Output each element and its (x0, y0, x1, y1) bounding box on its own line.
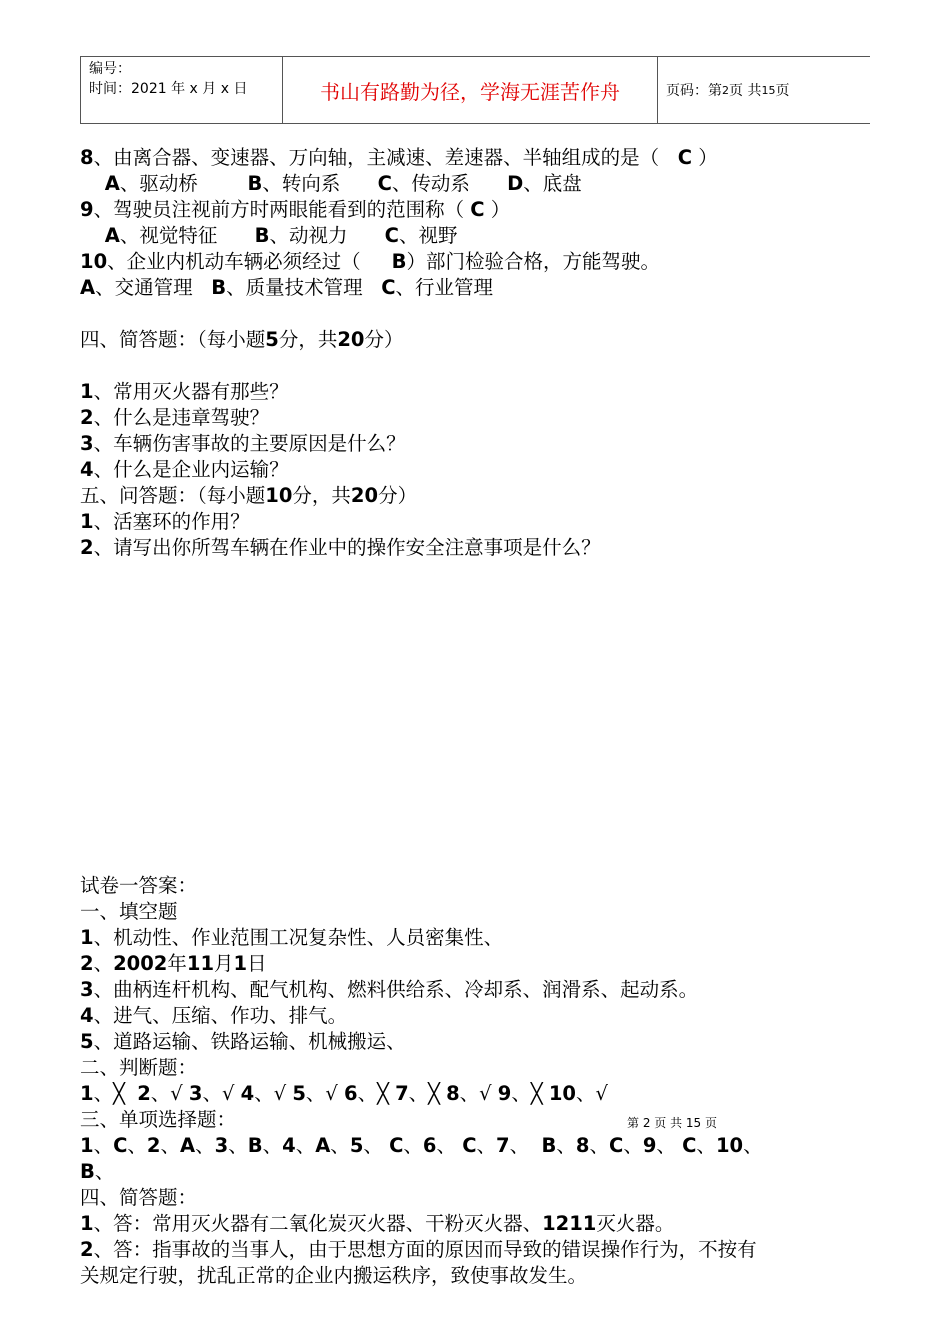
text-segment: 4 (240, 1082, 255, 1105)
text-line (80, 327, 880, 353)
blank-line (80, 821, 880, 847)
time-label: 时间：2021 年 x 月 x 日 (89, 81, 248, 97)
text-line (80, 951, 880, 977)
text-segment: C (389, 1134, 404, 1157)
blank-line (80, 769, 880, 795)
text-line (80, 405, 880, 431)
text-segment (80, 224, 105, 247)
text-segment: B (80, 1160, 95, 1183)
header-motto: 书山有路勤为径，学海无涯苦作舟 (283, 57, 658, 123)
text-segment: 1 (80, 1082, 94, 1105)
text-segment: 4 (80, 1004, 94, 1027)
text-segment: 10 (265, 484, 293, 507)
text-segment: 、√ (254, 1082, 293, 1105)
text-line (80, 483, 880, 509)
text-segment: 、 (93, 1134, 114, 1157)
page-prefix: 页码：第 (666, 83, 722, 99)
text-line (80, 275, 880, 301)
blank-line (80, 561, 880, 587)
text-segment: C (609, 1134, 624, 1157)
page-suffix: 页 (775, 83, 790, 99)
number-label: 编号： (89, 61, 131, 77)
text-line (80, 1159, 880, 1185)
text-segment: 、答：常用灭火器有二氧化炭灭火器、干粉灭火器、 (93, 1212, 543, 1235)
text-segment: 、√ (305, 1082, 345, 1105)
text-segment: 、 (743, 1134, 763, 1157)
text-line (80, 171, 880, 197)
text-segment: 20 (337, 328, 365, 351)
text-segment: 、企业内机动车辆必须经过（ (107, 250, 392, 273)
text-segment: 日 (247, 952, 267, 975)
text-segment: 8 (575, 1134, 590, 1157)
text-segment: 分，共 (292, 484, 351, 507)
text-line (80, 1107, 880, 1133)
text-segment: C (470, 198, 485, 221)
text-segment: 、什么是企业内运输？ (93, 458, 289, 481)
text-segment: 、视野 (398, 224, 458, 247)
text-segment: 3 (188, 1082, 203, 1105)
blank-line (80, 587, 880, 613)
text-segment: 2002 (113, 952, 168, 975)
text-segment: 、√ (150, 1082, 189, 1105)
text-line (80, 977, 880, 1003)
text-segment: 、√ (202, 1082, 241, 1105)
text-line (80, 925, 880, 951)
text-segment: 、 (403, 1134, 423, 1157)
text-line (80, 197, 880, 223)
text-segment: 灭火器。 (596, 1212, 675, 1235)
text-segment: 、 (509, 1134, 542, 1157)
text-segment: 、 (94, 1160, 115, 1183)
text-segment: 1 (80, 1212, 94, 1235)
text-segment: D (507, 172, 524, 195)
text-segment: 、√ (575, 1082, 608, 1105)
text-segment: 关规定行驶，扰乱正常的企业内搬运秩序，致使事故发生。 (80, 1264, 588, 1287)
text-line (80, 1185, 880, 1211)
text-segment: 9 (80, 198, 94, 221)
text-segment: 、车辆伤害事故的主要原因是什么？ (93, 432, 406, 455)
text-segment: 、 (656, 1134, 683, 1157)
text-segment: A (315, 1134, 331, 1157)
text-segment: 五、问答题：（每小题 (80, 484, 266, 507)
text-segment: 一、填空题 (80, 900, 178, 923)
text-segment: 10 (548, 1082, 576, 1105)
blank-line (80, 743, 880, 769)
text-line (80, 457, 880, 483)
text-segment: 、驱动桥 (119, 172, 248, 195)
text-segment: 、 (228, 1134, 248, 1157)
text-segment: 9 (642, 1134, 657, 1157)
text-segment: 、转向系 (262, 172, 378, 195)
text-segment: 、行业管理 (395, 276, 494, 299)
text-line (80, 899, 880, 925)
text-segment: 、╳ (511, 1082, 549, 1105)
text-segment: 、底盘 (523, 172, 582, 195)
text-segment: 1 (80, 510, 94, 533)
text-segment: 10 (80, 250, 108, 273)
text-segment: 三、单项选择题： (80, 1108, 237, 1131)
text-segment: 1 (80, 1134, 94, 1157)
text-segment: 试卷一答案： (80, 874, 198, 897)
text-segment: 、什么是违章驾驶？ (93, 406, 270, 429)
text-segment: 、 (195, 1134, 215, 1157)
blank-line (80, 665, 880, 691)
text-segment: 、活塞环的作用？ (93, 510, 250, 533)
text-line (80, 145, 880, 171)
text-segment: 、 (556, 1134, 576, 1157)
text-segment: 3 (214, 1134, 229, 1157)
text-segment: 月 (214, 952, 234, 975)
text-segment: 、交通管理 (95, 276, 212, 299)
text-segment: B (541, 1134, 557, 1157)
text-segment: ） (484, 198, 511, 221)
text-segment: 2 (80, 406, 94, 429)
text-segment: 、答：指事故的当事人，由于思想方面的原因而导致的错误操作行为，不按有 (93, 1238, 757, 1261)
text-segment: 4 (282, 1134, 296, 1157)
text-segment: 、 (623, 1134, 643, 1157)
text-segment: 、传动系 (391, 172, 508, 195)
page-header (80, 56, 870, 124)
text-segment: 、 (696, 1134, 716, 1157)
text-segment: 、 (436, 1134, 463, 1157)
text-segment: 四、简答题： (80, 1186, 198, 1209)
text-line (80, 1029, 880, 1055)
text-segment: B (247, 172, 263, 195)
text-line (80, 1237, 880, 1263)
text-segment: 2 (137, 1082, 151, 1105)
blank-line (80, 847, 880, 873)
text-line (80, 1003, 880, 1029)
text-segment: 8 (446, 1082, 460, 1105)
text-line (80, 1055, 880, 1081)
text-segment: 、 (476, 1134, 497, 1157)
text-segment: 6 (344, 1082, 358, 1105)
text-segment: 1211 (542, 1212, 597, 1235)
text-segment: 、 (160, 1134, 181, 1157)
text-segment: 、 (363, 1134, 390, 1157)
text-segment: 、道路运输、铁路运输、机械搬运、 (93, 1030, 406, 1053)
page-number: 2 (722, 83, 729, 97)
text-segment: 7 (496, 1134, 510, 1157)
text-segment: C (381, 276, 396, 299)
text-segment: B (391, 250, 407, 273)
text-segment: B (211, 276, 227, 299)
text-segment: A (180, 1134, 196, 1157)
text-segment: 、╳ (408, 1082, 447, 1105)
text-segment (80, 172, 105, 195)
text-segment: 5 (349, 1134, 364, 1157)
text-segment: 、质量技术管理 (226, 276, 382, 299)
text-segment: C (113, 1134, 128, 1157)
text-segment: 9 (497, 1082, 512, 1105)
text-segment: 3 (80, 978, 94, 1001)
text-line (80, 509, 880, 535)
text-segment: 20 (350, 484, 379, 507)
text-segment: C (677, 146, 692, 169)
text-segment: 10 (715, 1134, 744, 1157)
text-segment: 、动视力 (269, 224, 385, 247)
text-segment: 、╳ (93, 1082, 138, 1105)
text-segment: 、由离合器、变速器、万向轴，主减速、差速器、半轴组成的是（ (93, 146, 678, 169)
page-total: 15 (761, 83, 776, 97)
text-segment: 、视觉特征 (119, 224, 255, 247)
text-segment: 、常用灭火器有那些？ (93, 380, 289, 403)
text-segment: 分，共 (278, 328, 338, 351)
blank-line (80, 301, 880, 327)
text-segment: B (247, 1134, 263, 1157)
text-segment: 年 (167, 952, 187, 975)
text-segment: 、机动性、作业范围工况复杂性、人员密集性、 (93, 926, 504, 949)
text-line (80, 1211, 880, 1237)
text-segment: 11 (186, 952, 215, 975)
page-mid: 页 共 (729, 83, 762, 99)
text-segment: 2 (80, 1238, 94, 1261)
text-segment: 、 (295, 1134, 316, 1157)
blank-line (80, 353, 880, 379)
text-line (80, 873, 880, 899)
text-segment: ） (692, 146, 718, 169)
blank-line (80, 613, 880, 639)
text-segment: A (104, 172, 120, 195)
text-segment: 二、判断题： (80, 1056, 198, 1079)
text-line (80, 1133, 880, 1159)
text-segment: 1 (233, 952, 248, 975)
document-body (80, 145, 880, 1289)
text-line (80, 1263, 880, 1289)
header-meta (81, 57, 283, 123)
text-segment: 、╳ (357, 1082, 396, 1105)
text-segment: 、 (589, 1134, 609, 1157)
blank-line (80, 795, 880, 821)
text-segment: A (80, 276, 96, 299)
text-segment: 、曲柄连杆机构、配气机构、燃料供给系、冷却系、润滑系、起动系。 (93, 978, 699, 1001)
text-segment: 、驾驶员注视前方时两眼能看到的范围称（ (93, 198, 471, 221)
text-segment: 2 (80, 952, 94, 975)
text-segment: C (384, 224, 399, 247)
text-segment: 、 (262, 1134, 283, 1157)
text-line (80, 431, 880, 457)
text-segment: 、进气、压缩、作功、排气。 (93, 1004, 348, 1027)
text-segment: 1 (80, 926, 94, 949)
text-segment: 、 (93, 952, 114, 975)
blank-line (80, 717, 880, 743)
text-segment: 5 (265, 328, 279, 351)
header-page-info (658, 57, 870, 123)
blank-line (80, 639, 880, 665)
text-line (80, 379, 880, 405)
text-segment: ）部门检验合格，方能驾驶。 (406, 250, 661, 273)
text-segment: 5 (80, 1030, 94, 1053)
text-segment: 2 (80, 536, 94, 559)
text-segment: 四、简答题：（每小题 (80, 328, 266, 351)
text-line (80, 223, 880, 249)
text-segment: 、√ (459, 1082, 498, 1105)
text-segment: 、请写出你所驾车辆在作业中的操作安全注意事项是什么？ (93, 536, 601, 559)
text-segment: C (377, 172, 392, 195)
text-segment: 、 (127, 1134, 147, 1157)
blank-line (80, 691, 880, 717)
text-segment: B (254, 224, 270, 247)
text-segment: 7 (395, 1082, 409, 1105)
text-segment: 2 (146, 1134, 161, 1157)
text-line (80, 535, 880, 561)
text-line (80, 249, 880, 275)
text-segment: 分） (378, 484, 418, 507)
text-segment: A (104, 224, 120, 247)
text-segment: 、 (330, 1134, 350, 1157)
text-line (80, 1081, 880, 1107)
text-segment: 5 (292, 1082, 306, 1105)
text-segment: 4 (80, 458, 94, 481)
text-segment: C (682, 1134, 697, 1157)
text-segment: C (462, 1134, 477, 1157)
page-footer: 第 2 页 共 15 页 (627, 1116, 717, 1130)
text-segment: 3 (80, 432, 94, 455)
text-segment: 6 (422, 1134, 437, 1157)
text-segment: 1 (80, 380, 94, 403)
text-segment: 分） (364, 328, 404, 351)
text-segment: 8 (80, 146, 94, 169)
